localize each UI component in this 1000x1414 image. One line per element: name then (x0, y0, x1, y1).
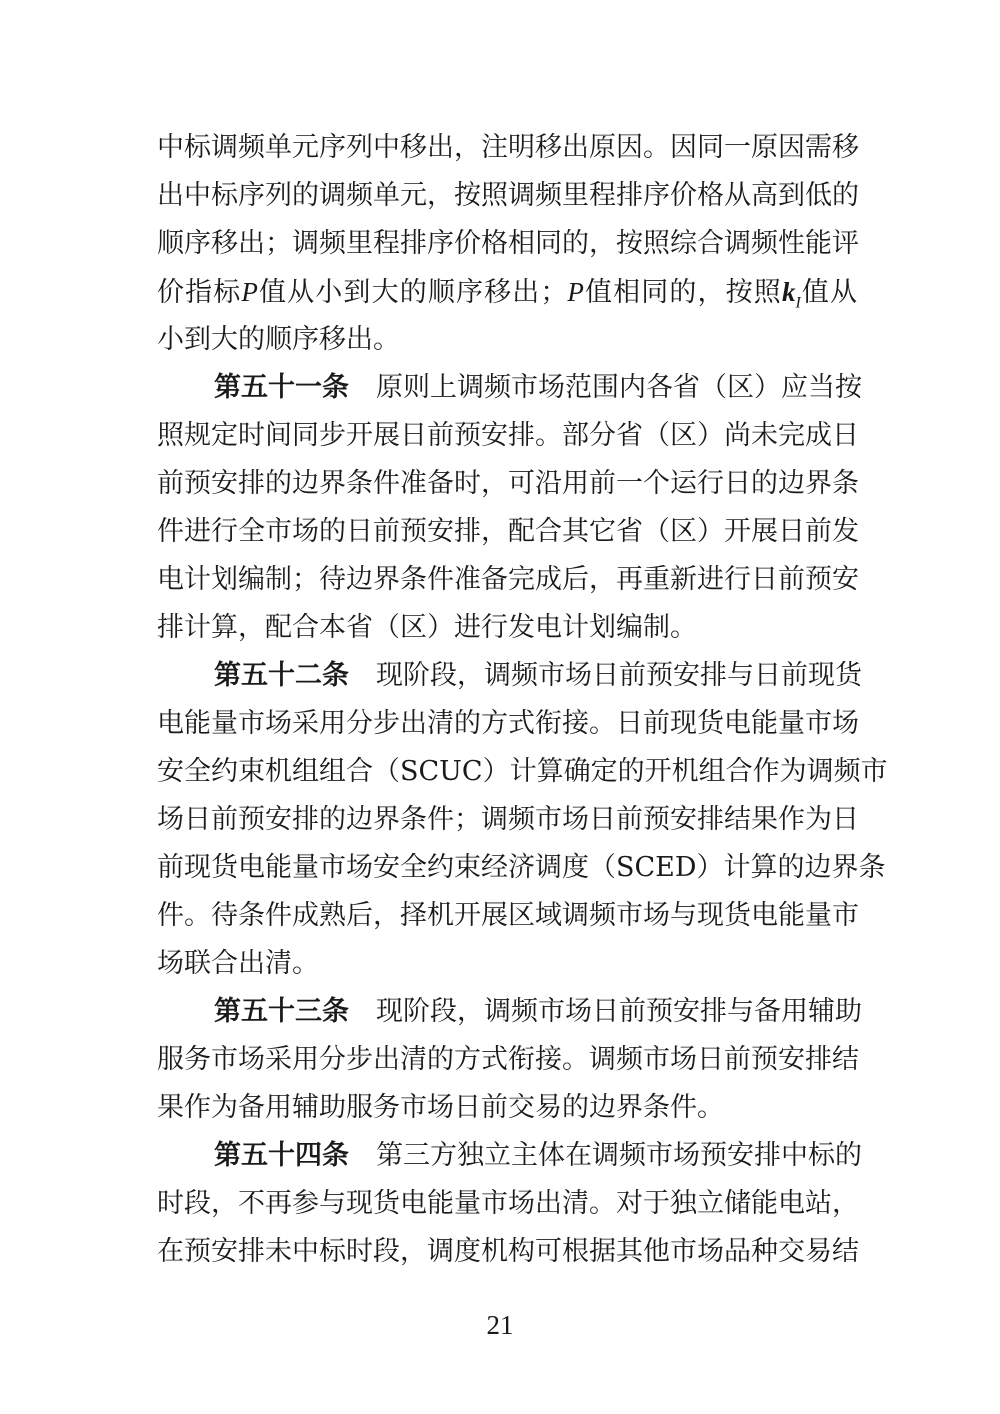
text-line: 果作为备用辅助服务市场日前交易的边界条件。 (157, 1092, 724, 1123)
text-line: 时段，不再参与现货电能量市场出清。对于独立储能电站， (157, 1188, 859, 1219)
page-number: 21 (486, 1310, 514, 1340)
text-line: 电计划编制；待边界条件准备完成后，再重新进行日前预安 (157, 564, 859, 595)
text-line: 安全约束机组组合（SCUC）计算确定的开机组合作为调频市 (157, 756, 888, 787)
article-heading: 第五十四条 (214, 1140, 349, 1171)
text-line: 件。待条件成熟后，择机开展区域调频市场与现货电能量市 (157, 900, 859, 931)
text-line: 场联合出清。 (157, 948, 319, 979)
variable-p: P (567, 277, 584, 307)
text-line: 出中标序列的调频单元，按照调频里程排序价格从高到低的 (157, 180, 859, 211)
text-line: 前预安排的边界条件准备时，可沿用前一个运行日的边界条 (157, 468, 859, 499)
text-segment: 现阶段，调频市场日前预安排与日前现货 (376, 660, 862, 691)
text-line: 电能量市场采用分步出清的方式衔接。日前现货电能量市场 (157, 708, 859, 739)
text-segment: 值从小到大的顺序移出； (257, 277, 568, 308)
text-line: 前现货电能量市场安全约束经济调度（SCED）计算的边界条 (157, 852, 886, 883)
text-line: 排计算，配合本省（区）进行发电计划编制。 (157, 612, 697, 643)
text-line: 服务市场采用分步出清的方式衔接。调频市场日前预安排结 (157, 1044, 859, 1075)
variable-k-subscript: I (795, 294, 801, 312)
text-segment: 原则上调频市场范围内各省（区）应当按 (376, 372, 862, 403)
text-line: 场日前预安排的边界条件；调频市场日前预安排结果作为日 (157, 804, 859, 835)
article-heading: 第五十二条 (214, 660, 349, 691)
text-segment: 现阶段，调频市场日前预安排与备用辅助 (376, 996, 862, 1027)
text-line-with-variables (157, 272, 857, 312)
article-first-line (214, 368, 862, 408)
text-segment: 价指标 (157, 277, 242, 308)
text-segment: 第三方独立主体在调频市场预安排中标的 (376, 1140, 862, 1171)
text-line: 照规定时间同步开展日前预安排。部分省（区）尚未完成日 (157, 420, 859, 451)
text-segment: 值从 (800, 277, 858, 308)
text-line: 小到大的顺序移出。 (157, 324, 400, 355)
text-line: 顺序移出；调频里程排序价格相同的，按照综合调频性能评 (157, 228, 859, 259)
text-line: 中标调频单元序列中移出，注明移出原因。因同一原因需移 (157, 132, 859, 163)
article-first-line (214, 992, 862, 1032)
variable-p: P (241, 277, 258, 307)
article-heading: 第五十三条 (214, 996, 349, 1027)
text-line: 件进行全市场的日前预安排，配合其它省（区）开展日前发 (157, 516, 859, 547)
article-heading: 第五十一条 (214, 372, 349, 403)
text-segment: 值相同的，按照 (583, 277, 782, 308)
text-line: 在预安排未中标时段，调度机构可根据其他市场品种交易结 (157, 1236, 859, 1267)
article-first-line (214, 1136, 862, 1176)
variable-k: k (781, 277, 796, 307)
article-first-line (214, 656, 862, 696)
